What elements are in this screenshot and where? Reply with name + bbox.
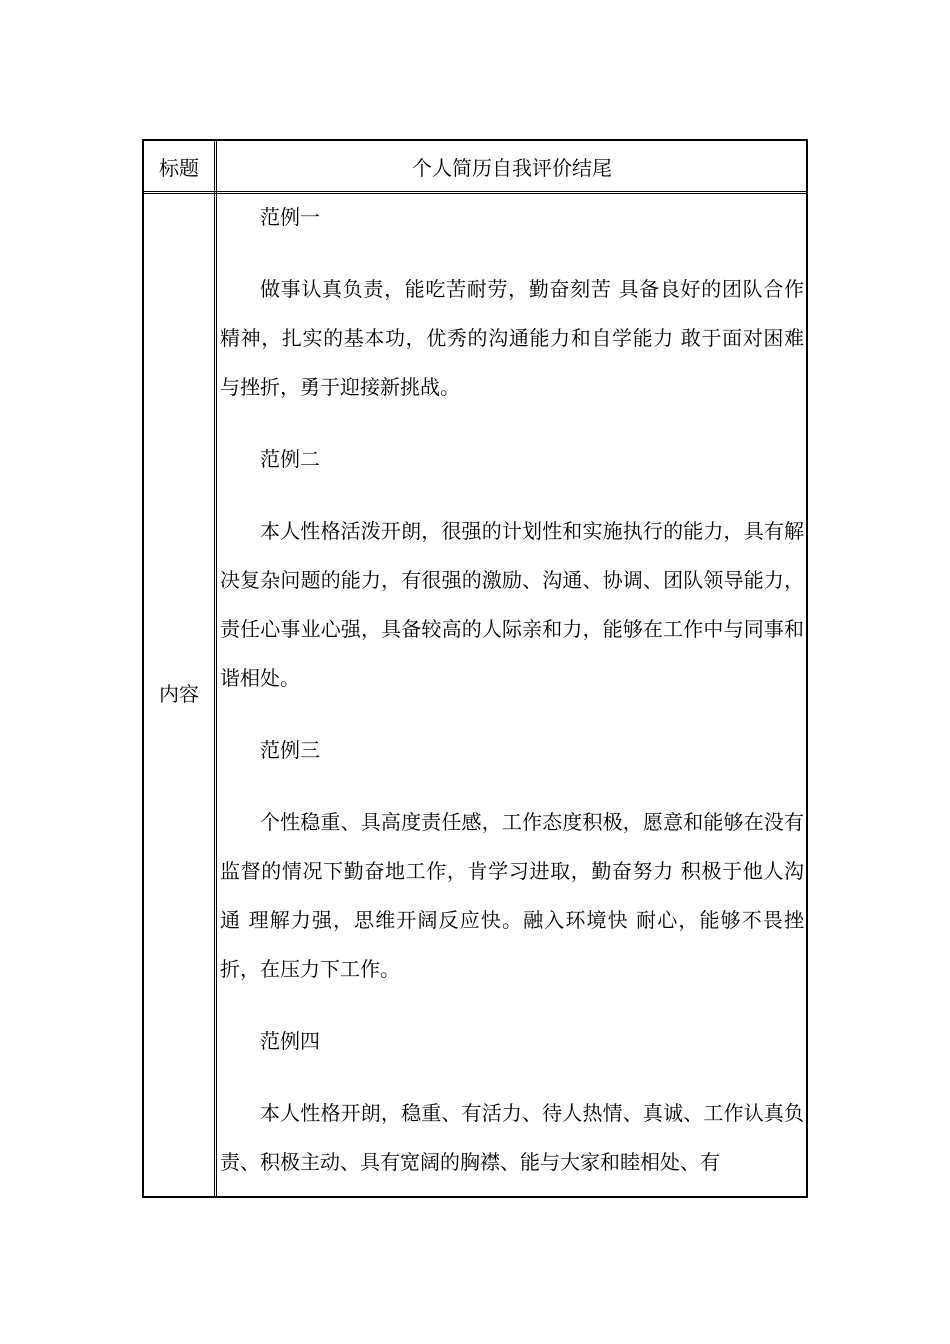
column-divider [214, 141, 217, 1196]
resume-table [142, 139, 808, 1198]
section-text-4: 本人性格开朗，稳重、有活力、待人热情、真诚、工作认真负责、积极主动、具有宽阔的胸襟、能与大家和睦相处、有 [220, 1101, 804, 1174]
content-label-cell: 内容 [159, 681, 199, 706]
section-text-1: 做事认真负责，能吃苦耐劳，勤奋刻苦 具备良好的团队合作精神，扎实的基本功，优秀的沟通能力和自学能力 敢于面对困难与挫折，勇于迎接新挑战。 [220, 277, 804, 399]
section-heading-3: 范例三 [260, 738, 320, 762]
section-heading-2: 范例二 [260, 447, 320, 471]
section-heading-4: 范例四 [260, 1029, 320, 1053]
title-label-cell: 标题 [159, 155, 199, 180]
section-text-2: 本人性格活泼开朗，很强的计划性和实施执行的能力，具有解决复杂问题的能力，有很强的激励、沟通、协调、团队领导能力，责任心事业心强，具备较高的人际亲和力，能够在工作中与同事和谐相处。 [220, 519, 804, 690]
title-cell: 个人简历自我评价结尾 [412, 155, 612, 180]
section-text-3: 个性稳重、具高度责任感，工作态度积极，愿意和能够在没有监督的情况下勤奋地工作，肯学习进取，勤奋努力 积极于他人沟通 理解力强，思维开阔反应快。融入环境快 耐心，能够不畏挫折，在压力下工作。 [220, 810, 804, 981]
content-cell [220, 194, 804, 1196]
content-body [220, 194, 804, 1187]
section-heading-1: 范例一 [260, 205, 320, 229]
